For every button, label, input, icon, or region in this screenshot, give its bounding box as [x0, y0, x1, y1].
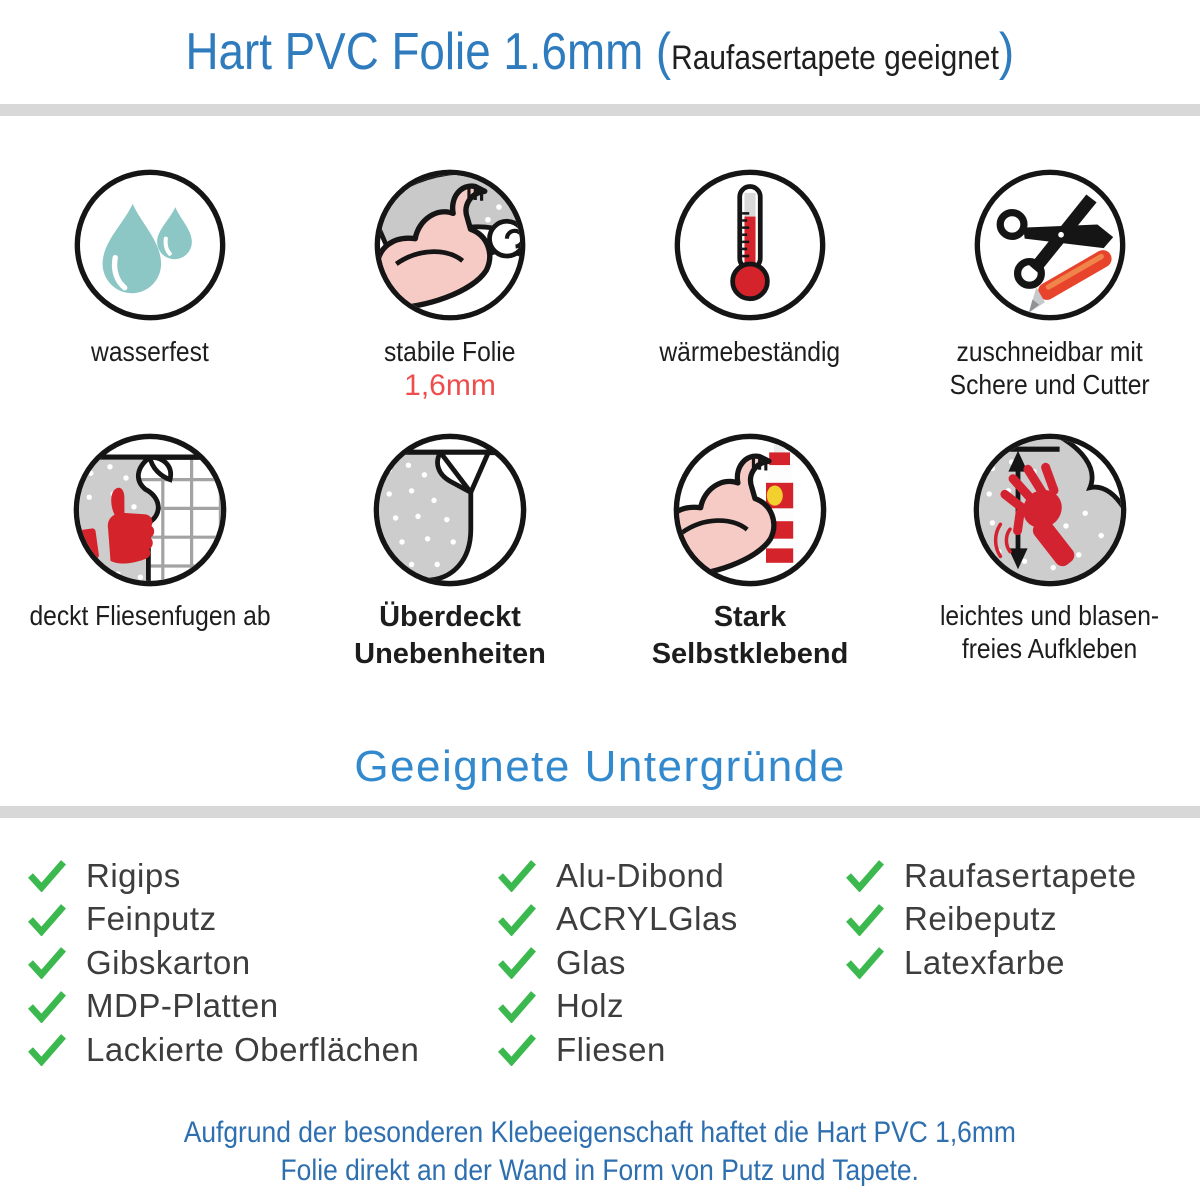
divider-substrates	[0, 806, 1200, 818]
substrates-column-2	[496, 854, 844, 1072]
check-icon	[26, 990, 68, 1023]
footer-note	[0, 1114, 1200, 1190]
check-icon	[496, 1033, 538, 1066]
substrate-item	[844, 941, 1200, 985]
feature-cuttable	[900, 116, 1200, 416]
check-icon	[496, 946, 538, 979]
water-drops-icon	[71, 166, 229, 324]
substrate-label: Lackierte Oberflächen	[86, 1030, 420, 1068]
feature-row-2	[0, 416, 1200, 670]
check-icon	[26, 859, 68, 892]
substrate-label: Reibeputz	[904, 900, 1058, 938]
footer-line-1: Aufgrund der besonderen Klebeeigenschaft haftet die Hart PVC 1,6mm	[183, 1115, 1017, 1149]
thumbs-up-tiles-icon	[70, 430, 230, 590]
page-title-main: Hart PVC Folie 1.6mm	[185, 23, 657, 81]
paren-open: (	[656, 23, 672, 81]
feature-sublabel-thickness: 1,6mm	[404, 369, 496, 402]
check-icon	[26, 1033, 68, 1066]
muscle-arm-foil-icon	[371, 166, 529, 324]
feature-unevenness	[300, 416, 600, 670]
page-title	[129, 22, 1071, 82]
muscle-arm-glue-icon	[670, 430, 830, 590]
substrate-label: Latexfarbe	[904, 943, 1065, 981]
feature-bubble-free	[900, 416, 1200, 670]
substrate-item	[26, 854, 496, 898]
feature-label: deckt Fliesenfugen ab	[29, 600, 271, 631]
thermometer-icon	[671, 166, 829, 324]
substrates-column-1	[26, 854, 496, 1072]
feature-stable-foil	[300, 116, 600, 416]
feature-label: Überdeckt Unebenheiten	[354, 601, 546, 670]
feature-row-1	[0, 116, 1200, 416]
check-icon	[844, 946, 886, 979]
check-icon	[496, 990, 538, 1023]
header	[0, 0, 1200, 104]
substrate-item	[844, 898, 1200, 942]
substrate-label: Raufasertapete	[904, 856, 1137, 894]
feature-tile-joints	[0, 416, 300, 670]
feature-label: stabile Folie	[384, 336, 516, 367]
substrate-item	[26, 985, 496, 1029]
substrates-heading: Geeignete Untergründe	[354, 742, 846, 791]
feature-heat-resistant	[600, 116, 900, 416]
substrate-label: MDP-Platten	[86, 987, 279, 1025]
substrate-item	[496, 941, 844, 985]
page-title-note: Raufasertapete geeignet	[671, 39, 1000, 77]
check-icon	[496, 903, 538, 936]
hand-smoothing-foil-icon	[970, 430, 1130, 590]
feature-label: Stark Selbstklebend	[651, 601, 849, 670]
scissors-cutter-icon	[971, 166, 1129, 324]
substrates-checklist	[0, 854, 1200, 1072]
feature-self-adhesive	[600, 416, 900, 670]
substrate-item	[844, 854, 1200, 898]
substrate-label: ACRYLGlas	[556, 900, 738, 938]
substrate-label: Feinputz	[86, 900, 217, 938]
substrate-label: Alu-Dibond	[556, 856, 725, 894]
substrate-item	[26, 941, 496, 985]
substrate-label: Rigips	[86, 856, 181, 894]
substrate-label: Fliesen	[556, 1030, 666, 1068]
substrate-item	[496, 1028, 844, 1072]
feature-label: zuschneidbar mit Schere und Cutter	[950, 336, 1150, 400]
check-icon	[844, 903, 886, 936]
check-icon	[844, 859, 886, 892]
feature-label: leichtes und blasen- freies Aufkleben	[940, 600, 1160, 664]
substrate-item	[496, 985, 844, 1029]
substrate-label: Gibskarton	[86, 943, 251, 981]
check-icon	[26, 903, 68, 936]
substrate-item	[496, 898, 844, 942]
substrate-item	[26, 1028, 496, 1072]
check-icon	[496, 859, 538, 892]
feature-waterproof	[0, 116, 300, 416]
substrate-item	[26, 898, 496, 942]
divider-top	[0, 104, 1200, 116]
feature-label: wasserfest	[91, 336, 209, 367]
paren-close: )	[999, 23, 1015, 81]
substrates-column-3	[844, 854, 1200, 1072]
footer-line-2: Folie direkt an der Wand in Form von Putz und Tapete.	[280, 1153, 920, 1187]
dotted-foil-fold-icon	[370, 430, 530, 590]
substrate-item	[496, 854, 844, 898]
substrate-label: Holz	[556, 987, 625, 1025]
check-icon	[26, 946, 68, 979]
feature-label: wärmebeständig	[659, 336, 841, 367]
substrate-label: Glas	[556, 943, 626, 981]
